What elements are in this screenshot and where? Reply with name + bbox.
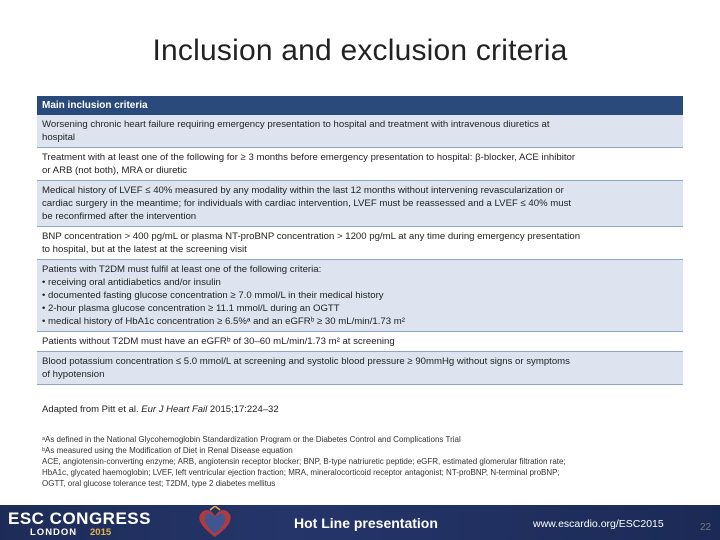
source-suffix: 2015;17:224–32: [209, 404, 279, 415]
source-citation: [42, 404, 279, 415]
table-row: [37, 115, 683, 148]
table-row: [37, 148, 683, 181]
criteria-line: cardiac surgery in the meantime; for individuals with cardiac intervention, LVEF must be reassessed and a LVEF ≤ 40% must: [42, 198, 572, 209]
criteria-body: [37, 115, 683, 385]
criteria-cell: [37, 260, 683, 332]
criteria-line: Patients with T2DM must fulfil at least one of the following criteria:: [42, 264, 322, 275]
criteria-line: Medical history of LVEF ≤ 40% measured by any modality within the last 12 months without intervening revascularization or: [42, 185, 564, 196]
footnote-line: ACE, angiotensin-converting enzyme; ARB, angiotensin receptor blocker; BNP, B-type natriuretic peptide; eGFR, estimated glomerular filtration rate;: [42, 457, 566, 466]
footnote-line: HbA1c, glycated haemoglobin; LVEF, left ventricular ejection fraction; MRA, mineralocorticoid receptor antagonist; NT-proBNP, N-terminal proBNP;: [42, 468, 560, 477]
logo-main-text: ESC CONGRESS: [8, 509, 151, 528]
criteria-line: • receiving oral antidiabetics and/or insulin: [42, 277, 221, 288]
criteria-cell: [37, 332, 683, 352]
criteria-cell: [37, 227, 683, 260]
criteria-line: • medical history of HbA1c concentration ≥ 6.5%ᵃ and an eGFRᵇ ≥ 30 mL/min/1.73 m²: [42, 316, 405, 327]
criteria-line: • 2-hour plasma glucose concentration ≥ 11.1 mmol/L during an OGTT: [42, 303, 340, 314]
criteria-line: to hospital, but at the latest at the screening visit: [42, 244, 247, 255]
page-number: 22: [700, 522, 712, 533]
hotline-label: Hot Line presentation: [294, 515, 438, 531]
table-row: [37, 332, 683, 352]
esc-congress-logo: [8, 509, 188, 537]
table-header: Main inclusion criteria: [37, 96, 683, 115]
criteria-cell: [37, 352, 683, 385]
criteria-line: Blood potassium concentration ≤ 5.0 mmol/L at screening and systolic blood pressure ≥ 90mmHg without signs or symptoms: [42, 356, 570, 367]
criteria-line: Patients without T2DM must have an eGFRᵇ of 30–60 mL/min/1.73 m² at screening: [42, 336, 395, 347]
table-row: [37, 181, 683, 227]
criteria-cell: [37, 148, 683, 181]
logo-year-text: 2015: [90, 527, 112, 538]
criteria-table: [37, 96, 683, 385]
criteria-line: Worsening chronic heart failure requiring emergency presentation to hospital and treatment with intravenous diuretics at: [42, 119, 550, 130]
criteria-line: of hypotension: [42, 369, 105, 380]
criteria-line: or ARB (not both), MRA or diuretic: [42, 165, 188, 176]
criteria-cell: [37, 181, 683, 227]
table-row: [37, 227, 683, 260]
criteria-line: be reconfirmed after the intervention: [42, 211, 197, 222]
heart-emblem-icon: [192, 506, 238, 540]
slide-title: Inclusion and exclusion criteria: [152, 34, 568, 67]
footnote-line: ᵃAs defined in the National Glycohemoglobin Standardization Program or the Diabetes Control and Complications Trial: [42, 435, 461, 444]
table-row: [37, 352, 683, 385]
footnote-line: OGTT, oral glucose tolerance test; T2DM, type 2 diabetes mellitus: [42, 479, 276, 488]
footer-bar: [0, 505, 720, 540]
criteria-line: BNP concentration > 400 pg/mL or plasma NT-proBNP concentration > 1200 pg/mL at any time during emergency presentation: [42, 231, 581, 242]
criteria-line: hospital: [42, 132, 76, 143]
source-journal: Eur J Heart Fail: [141, 404, 208, 415]
criteria-line: Treatment with at least one of the following for ≥ 3 months before emergency presentation to hospital: β-blocker, ACE inhibitor: [42, 152, 576, 163]
footnotes: [42, 434, 682, 489]
table-row: [37, 260, 683, 332]
footnote-line: ᵇAs measured using the Modification of Diet in Renal Disease equation: [42, 446, 293, 455]
source-prefix: Adapted from Pitt et al.: [42, 404, 139, 415]
website-link[interactable]: www.escardio.org/ESC2015: [533, 518, 664, 530]
logo-city-text: LONDON: [30, 527, 78, 538]
criteria-cell: [37, 115, 683, 148]
criteria-line: • documented fasting glucose concentration ≥ 7.0 mmol/L in their medical history: [42, 290, 384, 301]
